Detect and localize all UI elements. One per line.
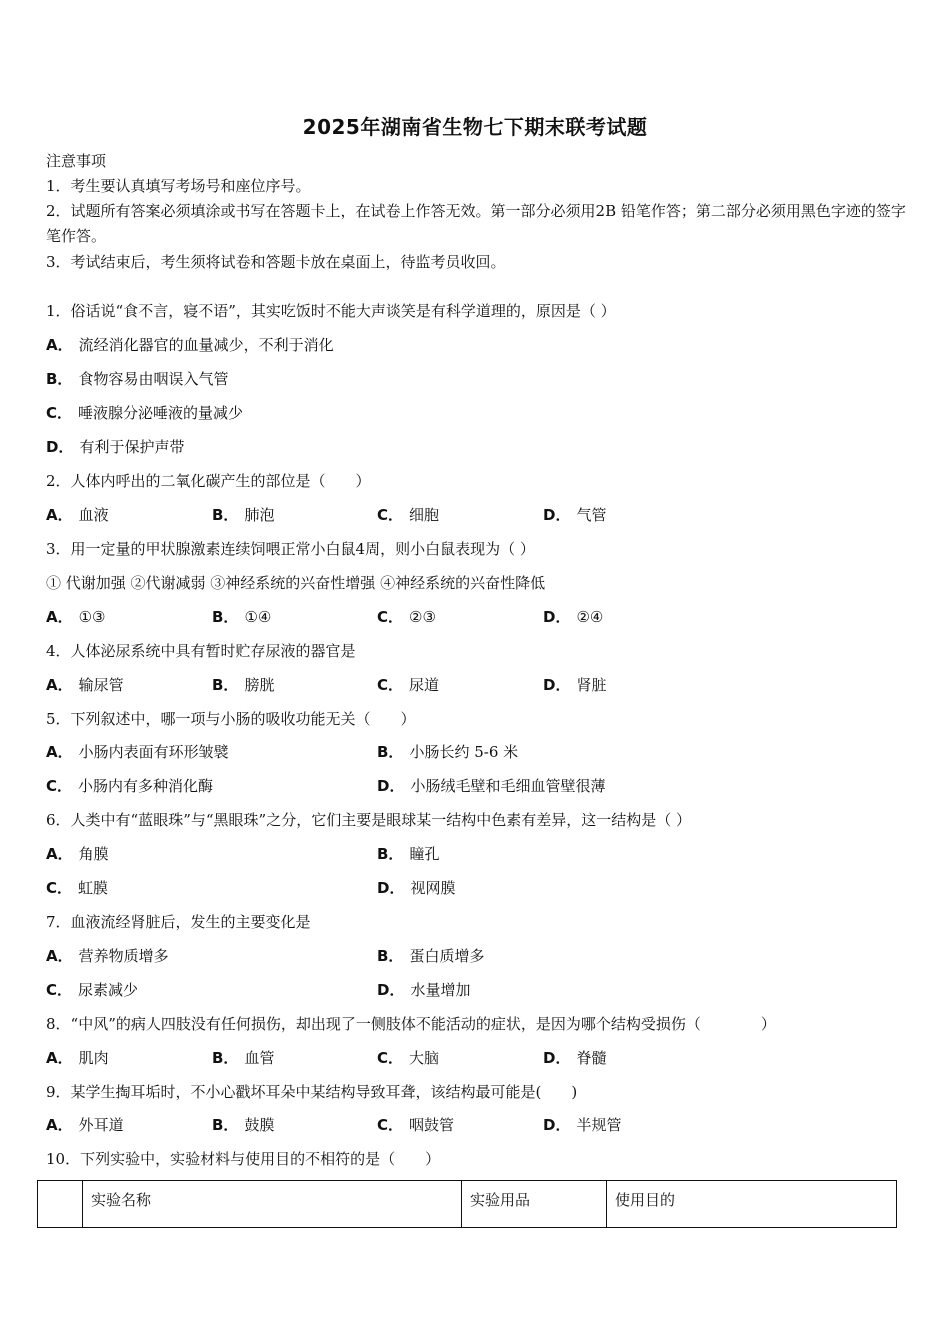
table-header-cell: 使用目的 bbox=[607, 1181, 897, 1228]
question-3-option-c: C． ②③ bbox=[377, 608, 436, 626]
question-5-stem: 5．下列叙述中，哪一项与小肠的吸收功能无关（ ） bbox=[46, 710, 416, 728]
question-4-stem: 4．人体泌尿系统中具有暂时贮存尿液的器官是 bbox=[46, 642, 356, 660]
table-header-cell: 实验用品 bbox=[462, 1181, 607, 1228]
notice-item-3: 3．考试结束后，考生须将试卷和答题卡放在桌面上，待监考员收回。 bbox=[46, 253, 506, 271]
question-6-option-a: A． 角膜 bbox=[46, 845, 109, 863]
question-6-stem: 6．人类中有“蓝眼珠”与“黑眼珠”之分，它们主要是眼球某一结构中色素有差异，这一结构是（ ） bbox=[46, 811, 691, 829]
question-5-option-d: D． 小肠绒毛壁和毛细血管壁很薄 bbox=[377, 777, 606, 795]
notice-heading: 注意事项 bbox=[46, 152, 107, 170]
question-3-option-b: B． ①④ bbox=[212, 608, 272, 626]
question-2-option-a: A． 血液 bbox=[46, 506, 109, 524]
question-1-option-a: A． 流经消化器官的血量减少，不利于消化 bbox=[46, 336, 334, 354]
question-9-option-d: D． 半规管 bbox=[543, 1116, 622, 1134]
question-4-option-d: D． 肾脏 bbox=[543, 676, 607, 694]
table-header-cell: 实验名称 bbox=[83, 1181, 462, 1228]
table-header-row bbox=[38, 1181, 897, 1228]
question-2-option-b: B． 肺泡 bbox=[212, 506, 275, 524]
question-2-option-d: D． 气管 bbox=[543, 506, 607, 524]
question-8-stem: 8．“中风”的病人四肢没有任何损伤，却出现了一侧肢体不能活动的症状，是因为哪个结构受损伤（ ） bbox=[46, 1015, 776, 1033]
notice-item-1: 1．考生要认真填写考场号和座位序号。 bbox=[46, 177, 311, 195]
question-5-option-b: B． 小肠长约 5-6 米 bbox=[377, 743, 519, 761]
question-8-option-c: C． 大脑 bbox=[377, 1049, 440, 1067]
question-10-stem: 10．下列实验中，实验材料与使用目的不相符的是（ ） bbox=[46, 1150, 441, 1168]
question-2-option-c: C． 细胞 bbox=[377, 506, 440, 524]
table-header-cell bbox=[38, 1181, 83, 1228]
question-10-table bbox=[37, 1180, 897, 1228]
question-4-option-a: A． 输尿管 bbox=[46, 676, 124, 694]
question-6-option-c: C． 虹膜 bbox=[46, 879, 109, 897]
question-1-option-d: D． 有利于保护声带 bbox=[46, 438, 185, 456]
question-3-stem: 3．用一定量的甲状腺激素连续饲喂正常小白鼠4周，则小白鼠表现为（ ） bbox=[46, 540, 535, 558]
question-7-option-d: D． 水量增加 bbox=[377, 981, 471, 999]
question-9-option-a: A． 外耳道 bbox=[46, 1116, 124, 1134]
question-7-option-c: C． 尿素减少 bbox=[46, 981, 139, 999]
question-9-option-b: B． 鼓膜 bbox=[212, 1116, 275, 1134]
question-8-option-a: A． 肌肉 bbox=[46, 1049, 109, 1067]
question-2-stem: 2．人体内呼出的二氧化碳产生的部位是（ ） bbox=[46, 472, 371, 490]
question-1-option-c: C． 唾液腺分泌唾液的量减少 bbox=[46, 404, 244, 422]
question-8-option-b: B． 血管 bbox=[212, 1049, 275, 1067]
question-6-option-d: D． 视网膜 bbox=[377, 879, 456, 897]
question-7-option-b: B． 蛋白质增多 bbox=[377, 947, 485, 965]
question-4-option-c: C． 尿道 bbox=[377, 676, 440, 694]
question-1-option-b: B． 食物容易由咽误入气管 bbox=[46, 370, 229, 388]
question-5-option-c: C． 小肠内有多种消化酶 bbox=[46, 777, 214, 795]
question-7-option-a: A． 营养物质增多 bbox=[46, 947, 169, 965]
question-3-option-d: D． ②④ bbox=[543, 608, 604, 626]
question-6-option-b: B． 瞳孔 bbox=[377, 845, 440, 863]
question-7-stem: 7．血液流经肾脏后，发生的主要变化是 bbox=[46, 913, 311, 931]
question-9-stem: 9．某学生掏耳垢时，不小心戳坏耳朵中某结构导致耳聋，该结构最可能是( ) bbox=[46, 1083, 578, 1101]
notice-item-2: 2．试题所有答案必须填涂或书写在答题卡上，在试卷上作答无效。第一部分必须用2B 铅笔作答；第二部分必须用黑色字迹的签字笔作答。 bbox=[46, 202, 906, 245]
question-3-statements: ① 代谢加强 ②代谢减弱 ③神经系统的兴奋性增强 ④神经系统的兴奋性降低 bbox=[46, 574, 546, 592]
question-4-option-b: B． 膀胱 bbox=[212, 676, 275, 694]
question-3-option-a: A． ①③ bbox=[46, 608, 106, 626]
question-9-option-c: C． 咽鼓管 bbox=[377, 1116, 455, 1134]
question-8-option-d: D． 脊髓 bbox=[543, 1049, 607, 1067]
page-title: 2025年湖南省生物七下期末联考试题 bbox=[302, 115, 648, 139]
question-5-option-a: A． 小肠内表面有环形皱襞 bbox=[46, 743, 229, 761]
question-1-stem: 1．俗话说“食不言，寝不语”，其实吃饭时不能大声谈笑是有科学道理的，原因是（ ） bbox=[46, 302, 616, 320]
